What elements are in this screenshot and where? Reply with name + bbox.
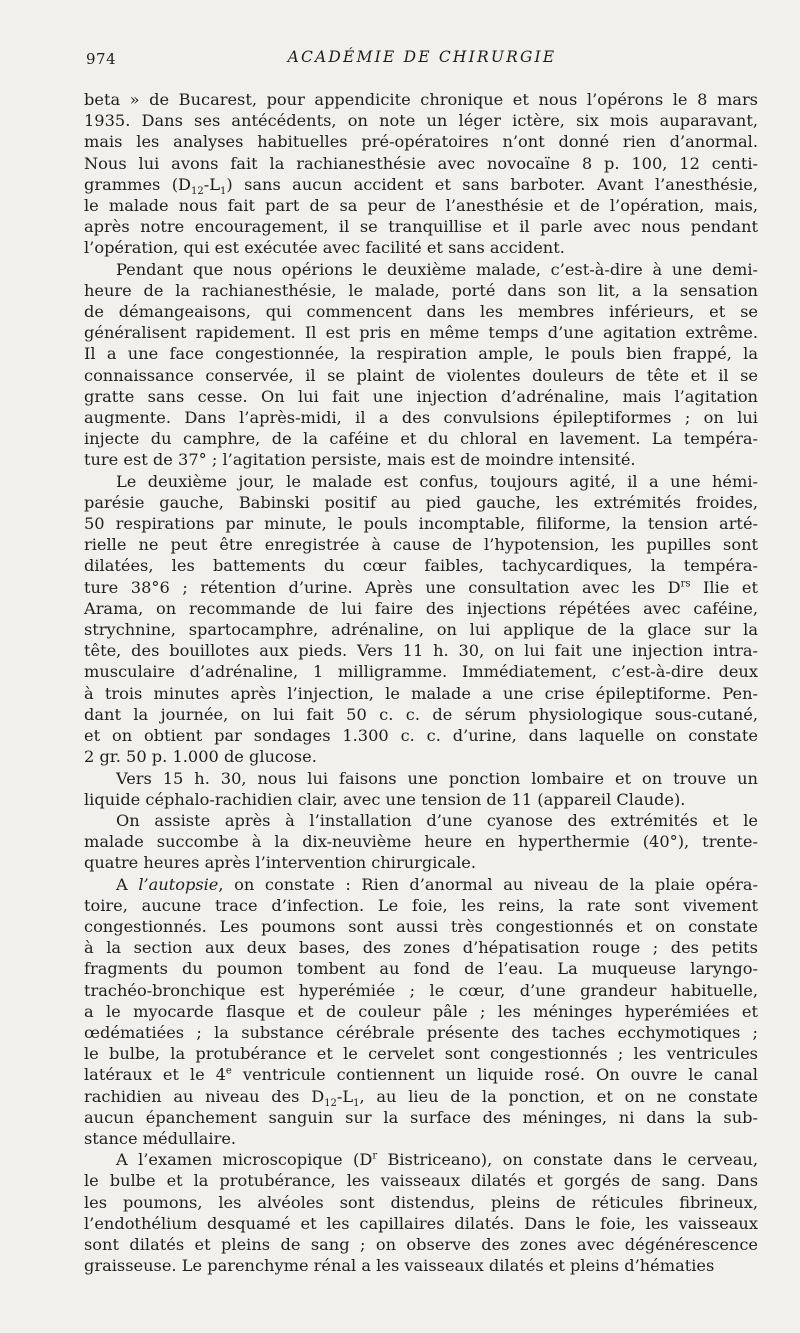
paragraph <box>84 259 758 471</box>
text-line: à trois minutes après l’injection, le malade a une crise épileptiforme. Pen- <box>84 683 758 703</box>
paragraph <box>84 768 758 810</box>
text-line: liquide céphalo-rachidien clair, avec une tension de 11 (appareil Claude). <box>84 789 686 809</box>
paragraph <box>84 874 758 1150</box>
text-line: rielle ne peut être enregistrée à cause de l’hypotension, les pupilles sont <box>84 535 758 555</box>
text-line: a le myocarde flasque et de couleur pâle ; les méninges hyperémiées et <box>84 1001 758 1021</box>
text-line: heure de la rachianesthésie, le malade, porté dans son lit, a la sensation <box>84 280 758 300</box>
paragraph <box>84 810 758 874</box>
article-body <box>84 89 758 1276</box>
page-number: 974 <box>86 50 117 68</box>
text-line: de démangeaisons, qui commencent dans les membres inférieurs, et se <box>84 302 758 322</box>
text-line: rachidien au niveau des $D_{12}-L_1$, au lieu de la ponction, et on ne constate <box>84 1086 758 1109</box>
text-line: Le deuxième jour, le malade est confus, toujours agité, il a une hémi- <box>116 471 758 491</box>
text-line: généralisent rapidement. Il est pris en même temps d’une agitation extrême. <box>84 323 758 343</box>
text-line: et on obtient par sondages 1.300 c. c. d’urine, dans laquelle on constate <box>84 726 758 746</box>
text-line: A l’examen microscopique ($D^r$ Bistriceano), on constate dans le cerveau, <box>116 1150 758 1170</box>
text-line: graisseuse. Le parenchyme rénal a les vaisseaux dilatés et pleins d’hématies <box>84 1256 715 1276</box>
paragraph <box>84 1149 758 1276</box>
text-line: toire, aucune trace d’infection. Le foie, les reins, la rate sont vivement <box>84 895 758 915</box>
text-line: tête, des bouillotes aux pieds. Vers 11 h. 30, on lui fait une injection intra- <box>84 641 758 661</box>
text-line: les poumons, les alvéoles sont distendus, pleins de réticules fibrineux, <box>84 1192 758 1212</box>
text-line: Nous lui avons fait la rachianesthésie avec novocaïne 8 p. 100, 12 centi- <box>84 153 758 173</box>
text-line: Vers 15 h. 30, nous lui faisons une ponction lombaire et on trouve un <box>116 768 758 788</box>
text-line: connaissance conservée, il se plaint de violentes douleurs de tête et il se <box>84 365 758 385</box>
text-line: trachéo-bronchique est hyperémiée ; le cœur, d’une grandeur habituelle, <box>84 980 758 1000</box>
text-line: malade succombe à la dix-neuvième heure en hyperthermie (40°), trente- <box>84 832 758 852</box>
text-line: quatre heures après l’intervention chirurgicale. <box>84 853 477 873</box>
text-line: mais les analyses habituelles pré-opératoires n’ont donné rien d’anormal. <box>84 132 758 152</box>
text-line: congestionnés. Les poumons sont aussi très congestionnés et on constate <box>84 916 758 936</box>
text-line: fragments du poumon tombent au fond de l’eau. La muqueuse laryngo- <box>84 959 758 979</box>
text-line: parésie gauche, Babinski positif au pied gauche, les extrémités froides, <box>84 492 758 512</box>
text-line: ture 38°6 ; rétention d’urine. Après une consultation avec les $D^{rs}$ Ilie et <box>84 577 758 597</box>
text-line: stance médullaire. <box>84 1128 237 1148</box>
text-line: le bulbe, la protubérance et le cervelet sont congestionnés ; les ventricules <box>84 1044 758 1064</box>
text-line: 1935. Dans ses antécédents, on note un léger ictère, six mois auparavant, <box>84 111 758 131</box>
text-line: le bulbe et la protubérance, les vaisseaux dilatés et gorgés de sang. Dans <box>84 1171 758 1191</box>
text-line: latéraux et le 4e ventricule contiennent un liquide rosé. On ouvre le canal <box>84 1065 758 1085</box>
text-line: gratte sans cesse. On lui fait une injection d’adrénaline, mais l’agitation <box>84 386 758 406</box>
page-header <box>86 48 758 72</box>
text-line: 2 gr. 50 p. 1.000 de glucose. <box>84 747 317 767</box>
text-line: dant la journée, on lui fait 50 c. c. de sérum physiologique sous-cutané, <box>84 704 758 724</box>
text-line: œdématiées ; la substance cérébrale présente des taches ecchymotiques ; <box>84 1022 758 1042</box>
text-line: augmente. Dans l’après-midi, il a des convulsions épileptiformes ; on lui <box>84 408 758 428</box>
text-line: Il a une face congestionnée, la respiration ample, le pouls bien frappé, la <box>84 344 758 364</box>
text-line: On assiste après à l’installation d’une cyanose des extrémités et le <box>116 810 758 830</box>
paragraph <box>84 89 758 259</box>
text-line: sont dilatés et pleins de sang ; on observe des zones avec dégénérescence <box>84 1234 758 1254</box>
text-line: Pendant que nous opérions le deuxième malade, c’est-à-dire à une demi- <box>116 259 758 279</box>
text-line: le malade nous fait part de sa peur de l’anesthésie et de l’opération, mais, <box>84 196 758 216</box>
text-line: l’endothélium desquamé et les capillaires dilatés. Dans le foie, les vaisseaux <box>84 1213 758 1233</box>
text-line: Arama, on recommande de lui faire des injections répétées avec caféine, <box>84 598 758 618</box>
text-line: l’opération, qui est exécutée avec facilité et sans accident. <box>84 238 565 258</box>
text-line: dilatées, les battements du cœur faibles, tachycardiques, la tempéra- <box>84 556 758 576</box>
running-title: ACADÉMIE DE CHIRURGIE <box>287 48 557 66</box>
text-line: aucun épanchement sanguin sur la surface des méninges, ni dans la sub- <box>84 1107 758 1127</box>
text-line: 50 respirations par minute, le pouls incomptable, filiforme, la tension arté- <box>84 514 758 534</box>
text-line: beta » de Bucarest, pour appendicite chronique et nous l’opérons le 8 mars <box>84 90 758 109</box>
text-line: strychnine, spartocamphre, adrénaline, on lui applique de la glace sur la <box>84 620 758 640</box>
text-line: ture est de 37° ; l’agitation persiste, mais est de moindre intensité. <box>84 450 636 470</box>
text-line: grammes $(D_{12}-L_1)$ sans aucun accident et sans barboter. Avant l’anesthésie, <box>84 174 758 198</box>
text-line: musculaire d’adrénaline, 1 milligramme. Immédiatement, c’est-à-dire deux <box>84 662 758 682</box>
paragraph <box>84 471 758 768</box>
text-line: après notre encouragement, il se tranquillise et il parle avec nous pendant <box>84 217 758 237</box>
text-line: à la section aux deux bases, des zones d’hépatisation rouge ; des petits <box>84 938 758 958</box>
text-line: A l’autopsie, on constate : Rien d’anormal au niveau de la plaie opéra- <box>116 874 759 894</box>
text-line: injecte du camphre, de la caféine et du chloral en lavement. La tempéra- <box>84 429 758 449</box>
